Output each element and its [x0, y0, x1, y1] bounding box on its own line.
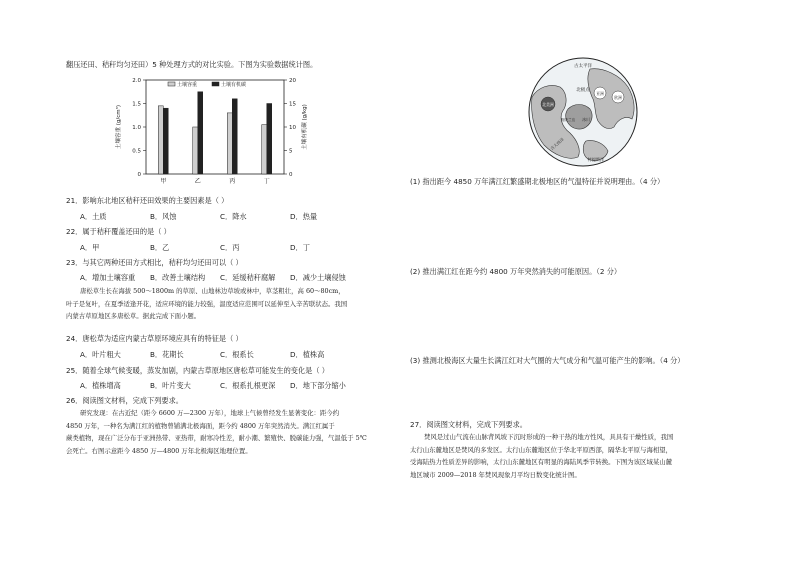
q25-option-c[interactable]: C．根系扎根更深 — [220, 381, 276, 390]
bar-soil-organic-carbon — [198, 92, 203, 174]
question-21: 21．影响东北地区秸秆还田效果的主要因素是（ ） — [66, 196, 229, 205]
y-right-tick-label: 0 — [289, 172, 293, 178]
map-label-greenland: 格陵兰岛 — [560, 118, 576, 122]
y-right-tick-label: 20 — [289, 78, 296, 84]
q22-option-a[interactable]: A．甲 — [80, 243, 100, 252]
bar-soil-organic-carbon — [163, 108, 168, 174]
y-left-tick-label: 2.0 — [132, 78, 141, 84]
q25-option-b[interactable]: B．叶片变大 — [150, 381, 191, 390]
passage-foehn: 焚风是过山气流在山脉背风坡下沉时形成的一种干热的地方性风，具具有干燥性质，我国 太行山东麓地区是焚风的多发区。太行山东麓地区位于华北平原西部，隔华北平原与海相望， 受海陆热力性质差异的影响，太行山东麓地区有明显的海陆风季节转换。下图为该区域某山麓 地区城市 2009—2018 年焚风现象月平均日数变化统计图。 — [410, 433, 674, 479]
legend-swatch-soil-density — [168, 82, 175, 86]
y-left-tick-label: 0 — [137, 172, 141, 178]
q23-option-b[interactable]: B．改善土壤结构 — [150, 273, 206, 282]
map-label-tethys: 特提斯洋 — [587, 157, 605, 162]
question-27: 27．阅读图文材料，完成下列要求。 — [410, 420, 527, 429]
bar-chart — [100, 68, 320, 192]
q23-option-c[interactable]: C．延缓秸秆腐解 — [220, 273, 276, 282]
y-left-axis-label: 土壤容重 (g/cm³) — [116, 105, 122, 149]
q21-option-b[interactable]: B．风蚀 — [150, 212, 177, 221]
arctic-map — [528, 57, 638, 167]
question-23: 23．与其它两种还田方式相比，秸秆均匀还田可以（ ） — [66, 258, 243, 267]
legend-label-soil-density: 土壤容重 — [177, 82, 198, 88]
q22-option-c[interactable]: C．丙 — [220, 243, 240, 252]
y-right-tick-label: 10 — [289, 125, 296, 131]
q22-option-d[interactable]: D．丁 — [290, 243, 310, 252]
question-26-3: (3) 推测北极海区大量生长满江红对大气圈的大气成分和气温可能产生的影响。（4 分） — [410, 356, 685, 365]
y-right-axis-label: 土壤有机碳 (g/kg) — [302, 104, 308, 150]
map-label-asia: 亚洲 — [596, 91, 604, 96]
bar-soil-density — [262, 125, 267, 174]
question-26: 26．阅读图文材料，完成下列要求。 — [66, 396, 183, 405]
q22-option-b[interactable]: B．乙 — [150, 243, 170, 252]
y-left-tick-label: 0.5 — [132, 148, 141, 155]
y-left-tick-label: 1.5 — [132, 101, 141, 108]
question-26-1: (1) 指出距今 4850 万年满江红繁盛期北极地区的气温特征并说明理由。（4 分） — [410, 177, 665, 186]
x-category-label: 乙 — [194, 178, 201, 185]
map-label-north-pole: 北极点 — [576, 88, 590, 93]
question-26-2: (2) 推出满江红在距今约 4800 万年突然消失的可能原因。（2 分） — [410, 267, 622, 276]
question-22: 22．属于秸秆覆盖还田的是（ ） — [66, 227, 171, 236]
question-24: 24．唐松草为适应内蒙古草原环境应具有的特征是（ ） — [66, 334, 243, 343]
q24-option-b[interactable]: B．花期长 — [150, 350, 184, 359]
map-label-pacific: 古太平洋 — [574, 64, 592, 69]
bar-soil-organic-carbon — [267, 104, 272, 175]
q24-option-d[interactable]: D．植株高 — [290, 350, 325, 359]
intro-tail: 翻压还田、秸秆均匀还田）5 种处理方式的对比实验。下图为实验数据统计图。 — [66, 60, 318, 69]
q23-option-a[interactable]: A．增加土壤容重 — [80, 273, 136, 282]
q25-option-a[interactable]: A．植株增高 — [80, 381, 121, 390]
map-label-ice: 冰川 — [582, 117, 590, 122]
q24-option-c[interactable]: C．根系长 — [220, 350, 254, 359]
legend-swatch-soil-organic-carbon — [212, 82, 219, 86]
map-label-north-america: 北美洲 — [542, 102, 554, 107]
map-label-europe: 欧洲 — [614, 95, 622, 100]
question-25: 25．随着全球气候变暖，蒸发加剧，内蒙古草原地区唐松草可能发生的变化是（ ） — [66, 366, 329, 375]
map-label-atlantic: 古大西洋 — [549, 136, 565, 151]
passage-azolla: 研究发现：在古近纪（距今 6600 万—2300 万年），地球上气候曾经发生显著变化：距今约 4850 万年，一种名为满江红的植物曾铺满北极海面，距今约 4800 万年突然消失。满江红属于 蕨类植物，现在广泛分布于亚洲热带、亚热带，耐寒冷性差，耐小潮、繁殖快、脱碳能力强，气温低于 5℃ 会死亡。右图示意距今 4850 万—4800 万年北极海区地理位置。 — [66, 409, 367, 455]
bar-soil-organic-carbon — [232, 99, 237, 174]
y-left-tick-label: 1.0 — [132, 125, 141, 131]
bar-soil-density — [158, 106, 163, 174]
x-category-label: 丁 — [263, 178, 270, 185]
x-category-label: 丙 — [229, 178, 236, 185]
q25-option-d[interactable]: D．地下部分缩小 — [290, 381, 346, 390]
bar-soil-density — [227, 113, 232, 174]
y-right-tick-label: 15 — [289, 101, 296, 108]
passage-tangsongcao: 唐松草生长在海拔 500～1800m 的草原、山地林边草坡或林中，草茎粗壮，高 60～80cm， 叶子是复叶，在夏季适逢开花，适应环境的能力较强，温度适应范围可以延伸至入辛苦联状态。我国 内蒙古草原地区多唐松草。据此完成下面小题。 — [66, 287, 348, 321]
legend-label-soil-organic-carbon: 土壤有机碳 — [221, 82, 247, 88]
q21-option-d[interactable]: D．热量 — [290, 212, 318, 221]
q21-option-a[interactable]: A．土质 — [80, 212, 107, 221]
q24-option-a[interactable]: A．叶片粗大 — [80, 350, 121, 359]
q23-option-d[interactable]: D．减少土壤侵蚀 — [290, 273, 346, 282]
bar-soil-density — [193, 127, 198, 174]
x-category-label: 甲 — [160, 178, 167, 185]
y-right-tick-label: 5 — [289, 148, 293, 155]
q21-option-c[interactable]: C．降水 — [220, 212, 247, 221]
